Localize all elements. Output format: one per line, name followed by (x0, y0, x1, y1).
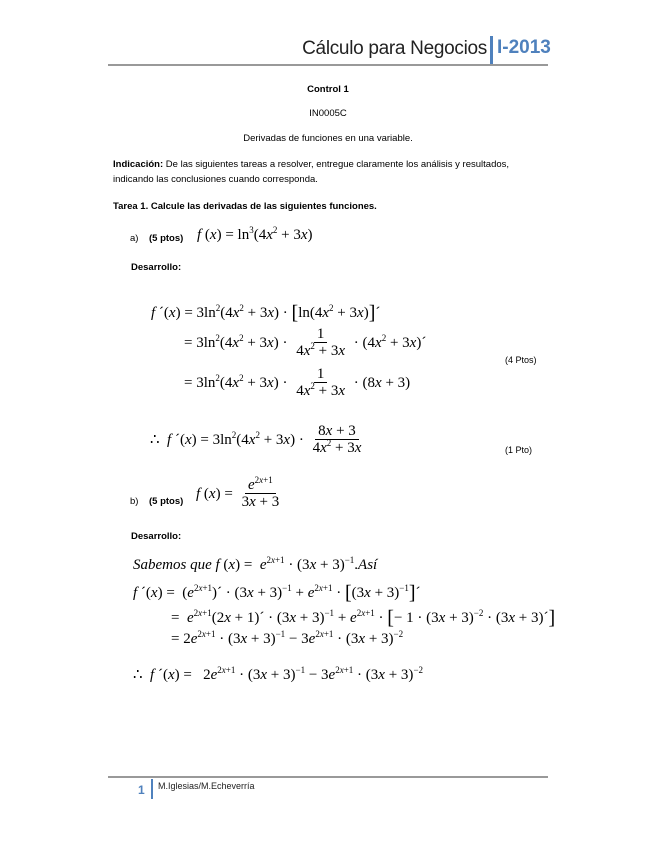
part-a-step-2: = $3\ln^2(4x^2 + 3x)$ · $\frac{1}{4x^2 + 3x}$ · ($4x^2$ + 3x)´ (184, 326, 427, 359)
instructions (113, 157, 543, 187)
part-b-desarrollo: Desarrollo: (131, 531, 182, 542)
part-a-score-steps: (4 Ptos) (505, 355, 537, 365)
part-a-result: ∴ f ´(x) = $3\ln^2(4x^2 + 3x)$ · $\frac{8x + 3}{4x^2 + 3x}$ (150, 423, 362, 456)
part-a-points: (5 ptos) (149, 233, 184, 244)
footer-authors: M.Iglesias/M.Echeverría (158, 781, 255, 791)
part-b-function: f (x) = $\frac{e^{2x+1}}{3x + 3}$ (196, 475, 280, 510)
part-b-sabemos: Sabemos que f $(x) = e^{2x+1} \cdot (3x$ + $3)^{-1}.Así$ (133, 555, 378, 573)
part-a-step-1: f ´(x) = $3\ln^2(4x^2 + 3x) \cdot [\ln(4x^2$ + 3x)]´ (151, 302, 381, 324)
part-b-label: b) (130, 496, 139, 507)
page-number: 1 (138, 783, 145, 797)
header-title: Cálculo para Negocios (302, 38, 487, 59)
part-b-step-2: = $e^{2x+1}(2x$ + 1)´ · $(3x + 3)^{-1} + e^{2x+1}$ · [− $1 \cdot (3x + 3)^{-2} \cdot (3x$ + 3)´] (171, 607, 556, 629)
part-b-points: (5 ptos) (149, 496, 184, 507)
part-a-label: a) (130, 233, 139, 244)
control-title: Control 1 (307, 84, 349, 95)
header-year: I-2013 (497, 37, 551, 58)
footer-divider (151, 779, 153, 799)
part-b-step-1: f ´(x) = $(e^{2x+1})´ \cdot (3x + 3)^{-1} + e^{2x+1} \cdot [(3x$ + $3)^{-1}]´$ (133, 582, 421, 604)
task-title: Tarea 1. Calcule las derivadas de las siguientes funciones. (113, 201, 377, 212)
part-a-function: f $(x) = \ln^3(4x^2 + 3x)$ (197, 225, 313, 243)
part-a-desarrollo: Desarrollo: (131, 262, 182, 273)
instructions-label: Indicación: (113, 159, 164, 170)
subject-line: Derivadas de funciones en una variable. (243, 133, 413, 144)
part-a-score-result: (1 Pto) (505, 445, 533, 455)
part-a-step-3: = $3\ln^2(4x^2 + 3x)$ · $\frac{1}{4x^2 + 3x}$ · (8x + 3) (184, 366, 411, 399)
instructions-text: De las siguientes tareas a resolver, entregue claramente los análisis y resultados, indicando las conclusiones cuando corresponda. (113, 159, 510, 185)
header-rule (108, 64, 548, 66)
footer-rule (108, 776, 548, 778)
part-b-step-3: = $2e^{2x+1} \cdot (3x + 3)^{-1} - 3e^{2x+1} \cdot (3x + 3)^{-2}$ (171, 629, 404, 647)
part-b-result: ∴ f ´(x) = $2e^{2x+1} \cdot (3x + 3)^{-1} - 3e^{2x+1} \cdot (3x + 3)^{-2}$ (133, 665, 424, 683)
header-divider (490, 36, 493, 66)
sabemos-text: Sabemos que (133, 557, 212, 573)
asi-text: Así (358, 557, 378, 573)
course-code: IN0005C (309, 108, 347, 119)
